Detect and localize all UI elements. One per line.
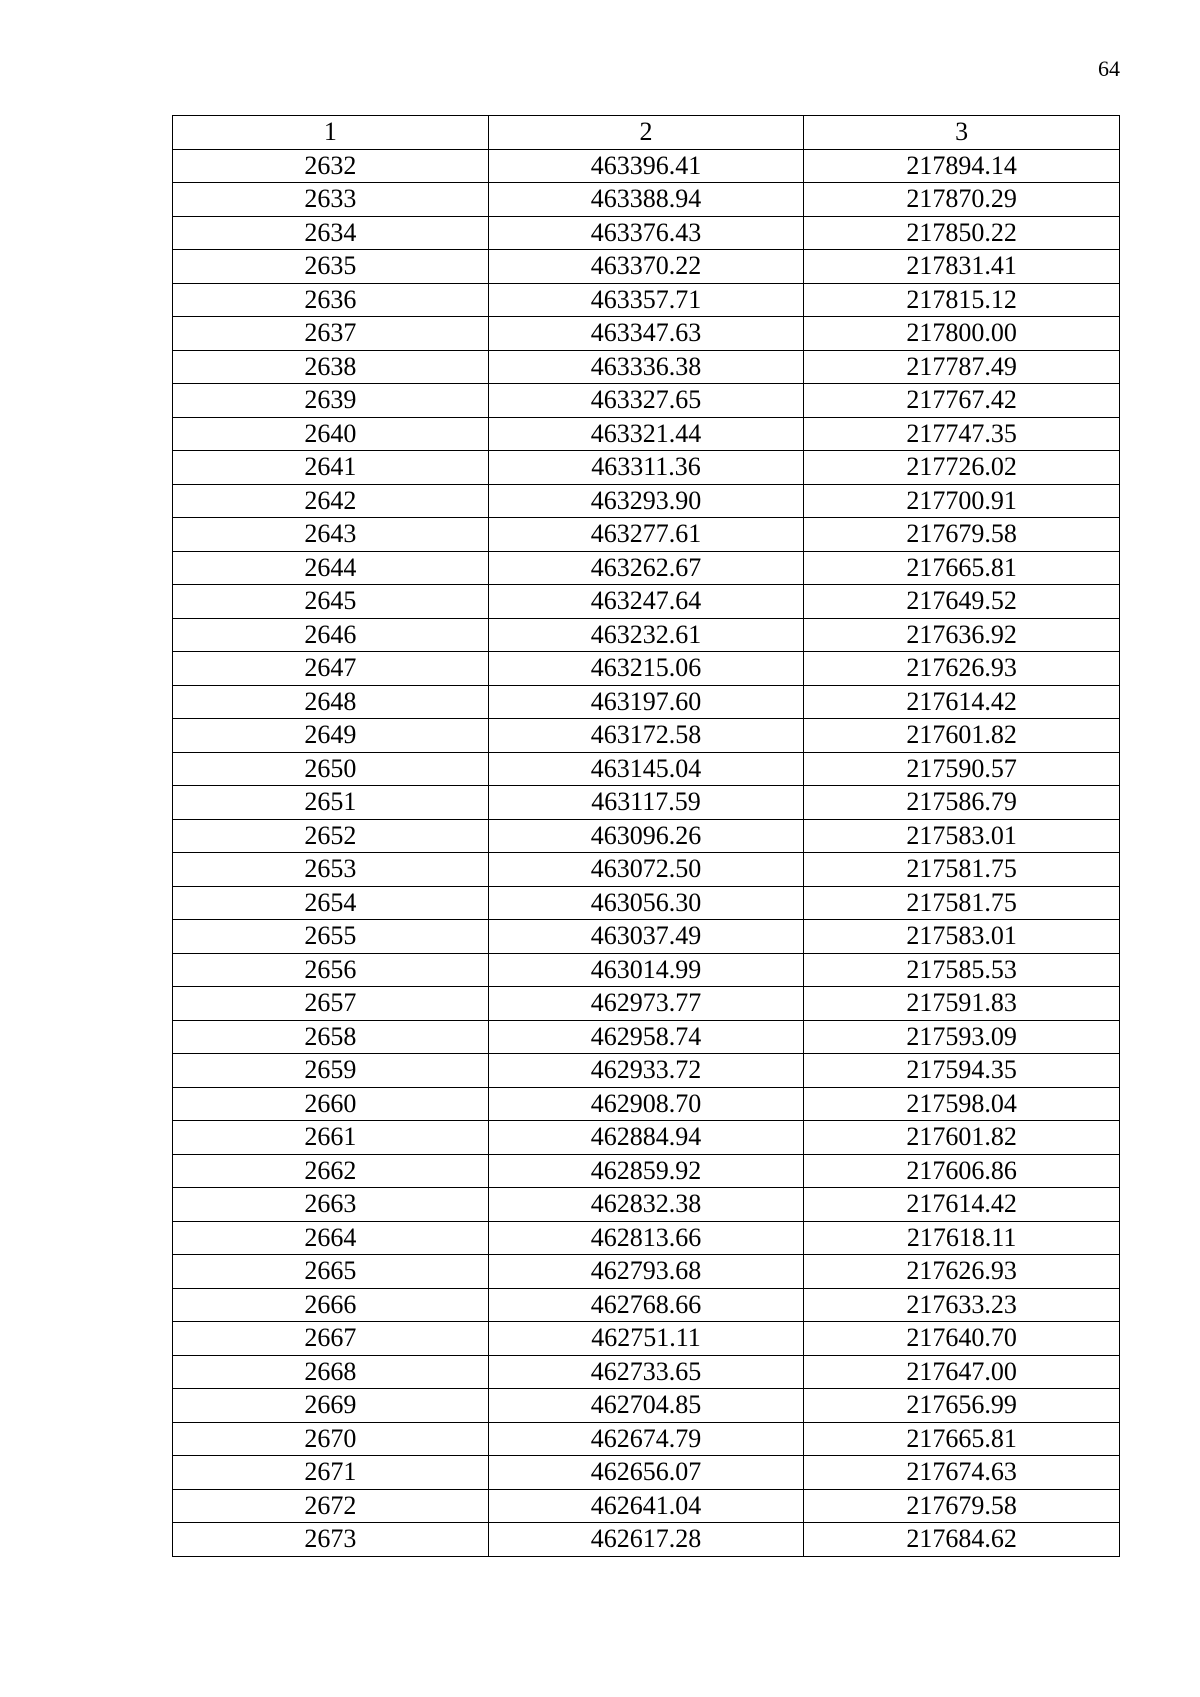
table-cell-col-3: 217583.01 [804, 920, 1120, 954]
table-row [173, 518, 1120, 552]
table-cell-col-2: 462751.11 [488, 1322, 804, 1356]
table-cell-col-1: 2644 [173, 551, 489, 585]
table-row [173, 1389, 1120, 1423]
coordinates-table [172, 115, 1120, 1557]
table-row [173, 1054, 1120, 1088]
table-row [173, 1188, 1120, 1222]
table-cell-col-1: 2645 [173, 585, 489, 619]
table-cell-col-2: 462973.77 [488, 987, 804, 1021]
table-cell-col-1: 2632 [173, 149, 489, 183]
table-cell-col-2: 462793.68 [488, 1255, 804, 1289]
table-cell-col-3: 217850.22 [804, 216, 1120, 250]
table-cell-col-3: 217815.12 [804, 283, 1120, 317]
table-row [173, 350, 1120, 384]
table-cell-col-3: 217590.57 [804, 752, 1120, 786]
table-row [173, 1322, 1120, 1356]
table-cell-col-3: 217747.35 [804, 417, 1120, 451]
table-row [173, 317, 1120, 351]
table-cell-col-1: 2660 [173, 1087, 489, 1121]
table-cell-col-3: 217594.35 [804, 1054, 1120, 1088]
table-row [173, 283, 1120, 317]
table-header-row [173, 116, 1120, 150]
table-cell-col-1: 2672 [173, 1489, 489, 1523]
table-cell-col-2: 463172.58 [488, 719, 804, 753]
table-cell-col-2: 463056.30 [488, 886, 804, 920]
table-cell-col-2: 463336.38 [488, 350, 804, 384]
table-cell-col-3: 217614.42 [804, 1188, 1120, 1222]
table-cell-col-3: 217591.83 [804, 987, 1120, 1021]
table-cell-col-3: 217598.04 [804, 1087, 1120, 1121]
table-row [173, 1154, 1120, 1188]
table-cell-col-2: 463293.90 [488, 484, 804, 518]
table-cell-col-3: 217585.53 [804, 953, 1120, 987]
table-cell-col-2: 463376.43 [488, 216, 804, 250]
table-cell-col-2: 463215.06 [488, 652, 804, 686]
table-row [173, 1255, 1120, 1289]
table-cell-col-1: 2649 [173, 719, 489, 753]
table-cell-col-1: 2634 [173, 216, 489, 250]
table-row [173, 786, 1120, 820]
table-cell-col-1: 2652 [173, 819, 489, 853]
table-cell-col-2: 463277.61 [488, 518, 804, 552]
table-row [173, 551, 1120, 585]
table-cell-col-3: 217601.82 [804, 719, 1120, 753]
table-row [173, 1087, 1120, 1121]
table-cell-col-1: 2657 [173, 987, 489, 1021]
table-cell-col-1: 2673 [173, 1523, 489, 1557]
table-cell-col-1: 2656 [173, 953, 489, 987]
table-cell-col-3: 217894.14 [804, 149, 1120, 183]
table-row [173, 250, 1120, 284]
table-cell-col-3: 217618.11 [804, 1221, 1120, 1255]
table-body [173, 149, 1120, 1556]
table-cell-col-3: 217614.42 [804, 685, 1120, 719]
column-header-2: 2 [488, 116, 804, 150]
column-header-3: 3 [804, 116, 1120, 150]
table-cell-col-2: 463347.63 [488, 317, 804, 351]
table-cell-col-3: 217700.91 [804, 484, 1120, 518]
table-cell-col-3: 217831.41 [804, 250, 1120, 284]
table-cell-col-3: 217679.58 [804, 518, 1120, 552]
table-cell-col-1: 2638 [173, 350, 489, 384]
table-row [173, 652, 1120, 686]
table-cell-col-2: 462908.70 [488, 1087, 804, 1121]
table-row [173, 1355, 1120, 1389]
table-cell-col-2: 463396.41 [488, 149, 804, 183]
table-cell-col-1: 2640 [173, 417, 489, 451]
table-cell-col-3: 217647.00 [804, 1355, 1120, 1389]
table-cell-col-2: 462768.66 [488, 1288, 804, 1322]
table-cell-col-1: 2648 [173, 685, 489, 719]
table-cell-col-3: 217593.09 [804, 1020, 1120, 1054]
table-cell-col-2: 463247.64 [488, 585, 804, 619]
table-cell-col-3: 217626.93 [804, 1255, 1120, 1289]
table-cell-col-3: 217870.29 [804, 183, 1120, 217]
table-cell-col-1: 2653 [173, 853, 489, 887]
table-cell-col-3: 217633.23 [804, 1288, 1120, 1322]
table-cell-col-1: 2641 [173, 451, 489, 485]
table-cell-col-3: 217586.79 [804, 786, 1120, 820]
table-cell-col-3: 217640.70 [804, 1322, 1120, 1356]
table-row [173, 149, 1120, 183]
table-row [173, 953, 1120, 987]
table-row [173, 1456, 1120, 1490]
table-cell-col-2: 462958.74 [488, 1020, 804, 1054]
table-row [173, 1489, 1120, 1523]
table-cell-col-3: 217636.92 [804, 618, 1120, 652]
table-cell-col-2: 462859.92 [488, 1154, 804, 1188]
table-cell-col-1: 2664 [173, 1221, 489, 1255]
table-row [173, 417, 1120, 451]
table-cell-col-2: 462733.65 [488, 1355, 804, 1389]
table-row [173, 451, 1120, 485]
table-cell-col-2: 462832.38 [488, 1188, 804, 1222]
table-cell-col-3: 217581.75 [804, 886, 1120, 920]
table-cell-col-1: 2665 [173, 1255, 489, 1289]
table-cell-col-1: 2636 [173, 283, 489, 317]
table-row [173, 1288, 1120, 1322]
table-row [173, 1422, 1120, 1456]
table-cell-col-1: 2647 [173, 652, 489, 686]
table-cell-col-1: 2654 [173, 886, 489, 920]
table-cell-col-2: 463262.67 [488, 551, 804, 585]
table-row [173, 216, 1120, 250]
table-cell-col-2: 463014.99 [488, 953, 804, 987]
table-cell-col-3: 217649.52 [804, 585, 1120, 619]
table-row [173, 685, 1120, 719]
table-row [173, 920, 1120, 954]
table-cell-col-2: 463321.44 [488, 417, 804, 451]
table-cell-col-1: 2661 [173, 1121, 489, 1155]
table-cell-col-1: 2633 [173, 183, 489, 217]
page-number: 64 [1098, 56, 1120, 81]
table-cell-col-1: 2651 [173, 786, 489, 820]
table-cell-col-2: 463117.59 [488, 786, 804, 820]
table-cell-col-2: 462674.79 [488, 1422, 804, 1456]
table-row [173, 886, 1120, 920]
table-cell-col-1: 2663 [173, 1188, 489, 1222]
table-cell-col-1: 2655 [173, 920, 489, 954]
table-cell-col-2: 463370.22 [488, 250, 804, 284]
table-cell-col-1: 2658 [173, 1020, 489, 1054]
table-cell-col-1: 2667 [173, 1322, 489, 1356]
table-row [173, 618, 1120, 652]
table-cell-col-2: 463232.61 [488, 618, 804, 652]
table-cell-col-2: 462617.28 [488, 1523, 804, 1557]
column-header-1: 1 [173, 116, 489, 150]
table-cell-col-3: 217726.02 [804, 451, 1120, 485]
table-cell-col-2: 462641.04 [488, 1489, 804, 1523]
table-cell-col-2: 462704.85 [488, 1389, 804, 1423]
table-row [173, 752, 1120, 786]
table-cell-col-2: 463327.65 [488, 384, 804, 418]
table-cell-col-2: 463197.60 [488, 685, 804, 719]
table-row [173, 1020, 1120, 1054]
table-cell-col-2: 463145.04 [488, 752, 804, 786]
table-row [173, 819, 1120, 853]
table-cell-col-3: 217679.58 [804, 1489, 1120, 1523]
table-cell-col-1: 2662 [173, 1154, 489, 1188]
table-row [173, 1221, 1120, 1255]
table-row [173, 1121, 1120, 1155]
table-cell-col-3: 217665.81 [804, 1422, 1120, 1456]
table-cell-col-1: 2646 [173, 618, 489, 652]
table-cell-col-2: 463388.94 [488, 183, 804, 217]
table-cell-col-1: 2637 [173, 317, 489, 351]
table-row [173, 853, 1120, 887]
table-cell-col-3: 217601.82 [804, 1121, 1120, 1155]
table-row [173, 484, 1120, 518]
table-cell-col-1: 2659 [173, 1054, 489, 1088]
table-cell-col-3: 217626.93 [804, 652, 1120, 686]
table-cell-col-1: 2668 [173, 1355, 489, 1389]
table-cell-col-2: 462656.07 [488, 1456, 804, 1490]
table-cell-col-3: 217787.49 [804, 350, 1120, 384]
table-cell-col-1: 2639 [173, 384, 489, 418]
table-row [173, 183, 1120, 217]
table-row [173, 719, 1120, 753]
table-cell-col-3: 217674.63 [804, 1456, 1120, 1490]
table-cell-col-1: 2642 [173, 484, 489, 518]
table-cell-col-3: 217656.99 [804, 1389, 1120, 1423]
table-row [173, 987, 1120, 1021]
table-cell-col-2: 462933.72 [488, 1054, 804, 1088]
table-row [173, 384, 1120, 418]
table-cell-col-3: 217583.01 [804, 819, 1120, 853]
table-cell-col-3: 217684.62 [804, 1523, 1120, 1557]
table-cell-col-1: 2643 [173, 518, 489, 552]
table-cell-col-2: 463096.26 [488, 819, 804, 853]
table-row [173, 585, 1120, 619]
table-cell-col-1: 2635 [173, 250, 489, 284]
table-row [173, 1523, 1120, 1557]
table-cell-col-2: 462813.66 [488, 1221, 804, 1255]
table-cell-col-2: 462884.94 [488, 1121, 804, 1155]
table-cell-col-1: 2669 [173, 1389, 489, 1423]
table-cell-col-3: 217665.81 [804, 551, 1120, 585]
table-cell-col-3: 217767.42 [804, 384, 1120, 418]
table-cell-col-3: 217606.86 [804, 1154, 1120, 1188]
table-cell-col-1: 2666 [173, 1288, 489, 1322]
table-cell-col-2: 463037.49 [488, 920, 804, 954]
table-cell-col-3: 217800.00 [804, 317, 1120, 351]
table-cell-col-1: 2671 [173, 1456, 489, 1490]
table-cell-col-2: 463311.36 [488, 451, 804, 485]
table-cell-col-2: 463357.71 [488, 283, 804, 317]
table-cell-col-2: 463072.50 [488, 853, 804, 887]
table-cell-col-1: 2670 [173, 1422, 489, 1456]
table-cell-col-3: 217581.75 [804, 853, 1120, 887]
table-cell-col-1: 2650 [173, 752, 489, 786]
